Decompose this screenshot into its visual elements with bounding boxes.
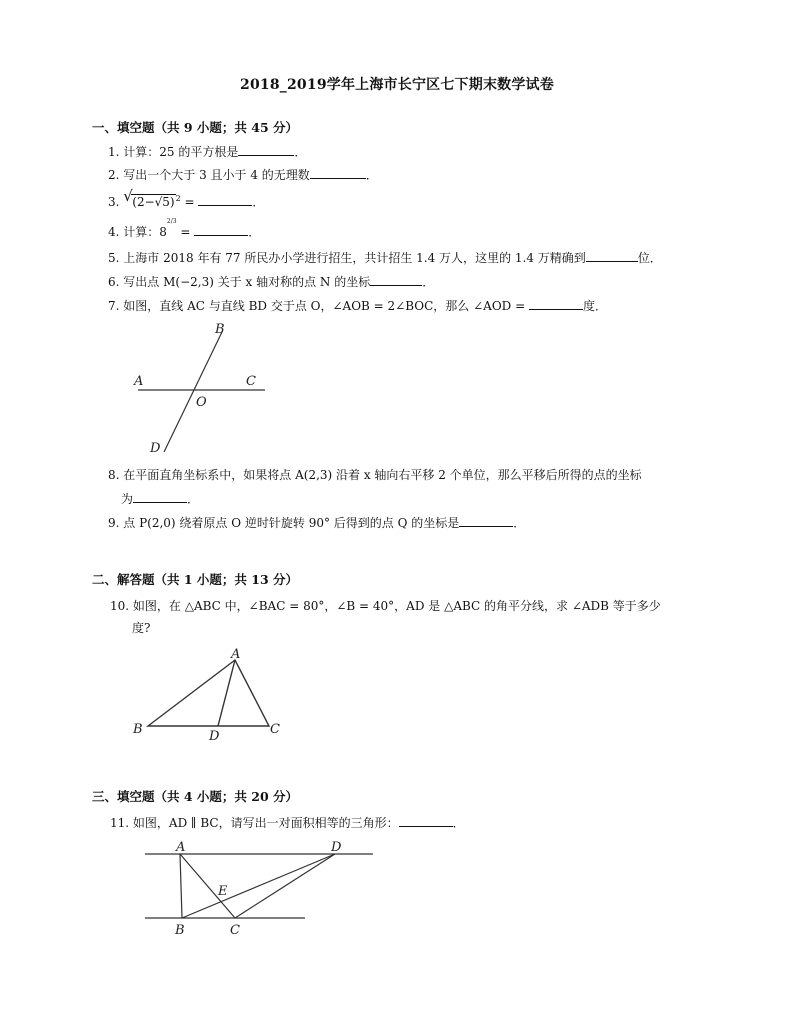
answer-blank[interactable]: [399, 814, 453, 827]
label-b: B: [133, 722, 143, 737]
figure-q10: [125, 640, 295, 745]
label-c: C: [246, 374, 256, 389]
equals: =: [176, 225, 195, 239]
answer-blank[interactable]: [529, 297, 583, 310]
question-end: ．: [187, 492, 200, 506]
label-d: D: [331, 840, 342, 855]
question-end: ．: [452, 816, 465, 830]
question-3: [108, 187, 265, 210]
label-d: D: [150, 441, 161, 456]
exponent: 2/3: [166, 218, 177, 225]
question-5: [108, 249, 662, 266]
question-text: 度?: [132, 621, 151, 635]
answer-blank[interactable]: [238, 143, 294, 156]
question-8: [108, 467, 642, 483]
question-4: [108, 218, 261, 240]
sqrt-expression: √ $(2-√5)^2$: [123, 187, 181, 209]
question-number: 6.: [108, 275, 120, 289]
radicand: (2−√5): [132, 195, 175, 209]
label-c: C: [230, 923, 240, 938]
question-9: [108, 514, 525, 531]
label-c: C: [270, 722, 280, 737]
question-number: 10.: [110, 599, 130, 613]
question-number: 2.: [108, 168, 120, 182]
label-a: A: [176, 840, 186, 855]
question-end: ．: [513, 516, 526, 530]
question-text: 如图，直线 AC 与直线 BD 交于点 O，∠AOB = 2∠BOC，那么 ∠AOD =: [123, 299, 529, 313]
section-heading-1: 一、填空题（共 9 小题；共 45 分）: [92, 120, 299, 135]
answer-blank[interactable]: [459, 514, 513, 527]
line-bd: [164, 332, 222, 452]
label-d: D: [209, 729, 220, 744]
question-text: 上海市 2018 年有 77 所民办小学进行招生，共计招生 1.4 万人，这里的 1.4 万精确到: [123, 251, 586, 265]
segment-dc: [235, 854, 335, 918]
question-text: 写出点 M(−2,3) 关于 x 轴对称的点 N 的坐标: [123, 275, 371, 289]
label-a: A: [134, 374, 144, 389]
question-end: ．: [248, 225, 261, 239]
label-b: B: [175, 923, 185, 938]
question-text: 在平面直角坐标系中，如果将点 A(2,3) 沿着 x 轴向右平移 2 个单位，那么平移后所得的点的坐标: [123, 468, 642, 482]
answer-blank[interactable]: [586, 249, 638, 262]
question-10: [110, 598, 661, 614]
answer-blank[interactable]: [198, 193, 252, 206]
question-number: 5.: [108, 251, 120, 265]
section-heading-3: 三、填空题（共 4 小题；共 20 分）: [92, 789, 299, 804]
question-end: ．: [422, 275, 435, 289]
segment-ab: [180, 854, 182, 918]
question-number: 9.: [108, 516, 120, 530]
question-end: ．: [252, 195, 265, 209]
label-e: E: [218, 884, 228, 899]
question-end: 位．: [637, 251, 662, 265]
question-text: 写出一个大于 3 且小于 4 的无理数: [123, 168, 310, 182]
segment-ad: [218, 660, 235, 726]
question-6: [108, 273, 434, 290]
question-text: 为: [121, 492, 134, 506]
question-number: 11.: [110, 816, 130, 830]
equals: =: [180, 195, 199, 209]
answer-blank[interactable]: [133, 490, 187, 503]
question-text: 计算：8: [123, 225, 167, 239]
question-2: [108, 166, 378, 183]
question-text: 如图，在 △ABC 中，∠BAC = 80°，∠B = 40°，AD 是 △ABC 的角平分线，求 ∠ADB 等于多少: [132, 599, 661, 613]
question-number: 8.: [108, 468, 120, 482]
question-text: 如图，AD ∥ BC，请写出一对面积相等的三角形：: [132, 816, 399, 830]
figure-q7: [120, 318, 290, 460]
triangle-abc: [148, 660, 269, 726]
question-8-line-2: [121, 490, 199, 507]
figure-q11: [140, 838, 380, 938]
answer-blank[interactable]: [310, 166, 366, 179]
question-end: ．: [294, 145, 307, 159]
question-10-line-2: [132, 620, 150, 636]
question-1: [108, 143, 306, 160]
question-11: [110, 814, 465, 831]
label-o: O: [196, 395, 207, 410]
question-text: 点 P(2,0) 绕着原点 O 逆时针旋转 90° 后得到的点 Q 的坐标是: [123, 516, 460, 530]
label-a: A: [231, 647, 241, 662]
exponent: 2: [175, 194, 181, 203]
label-b: B: [215, 322, 225, 337]
answer-blank[interactable]: [370, 273, 422, 286]
question-text: 计算：25 的平方根是: [123, 145, 239, 159]
segment-db: [182, 854, 335, 918]
page-title: 2018_2019学年上海市长宁区七下期末数学试卷: [240, 77, 554, 93]
question-number: 3.: [108, 195, 120, 209]
question-end: 度．: [582, 299, 607, 313]
question-7: [108, 297, 607, 314]
question-number: 4.: [108, 225, 120, 239]
question-number: 7.: [108, 299, 120, 313]
question-end: ．: [365, 168, 378, 182]
question-number: 1.: [108, 145, 120, 159]
section-heading-2: 二、解答题（共 1 小题；共 13 分）: [92, 572, 299, 587]
answer-blank[interactable]: [194, 223, 248, 236]
